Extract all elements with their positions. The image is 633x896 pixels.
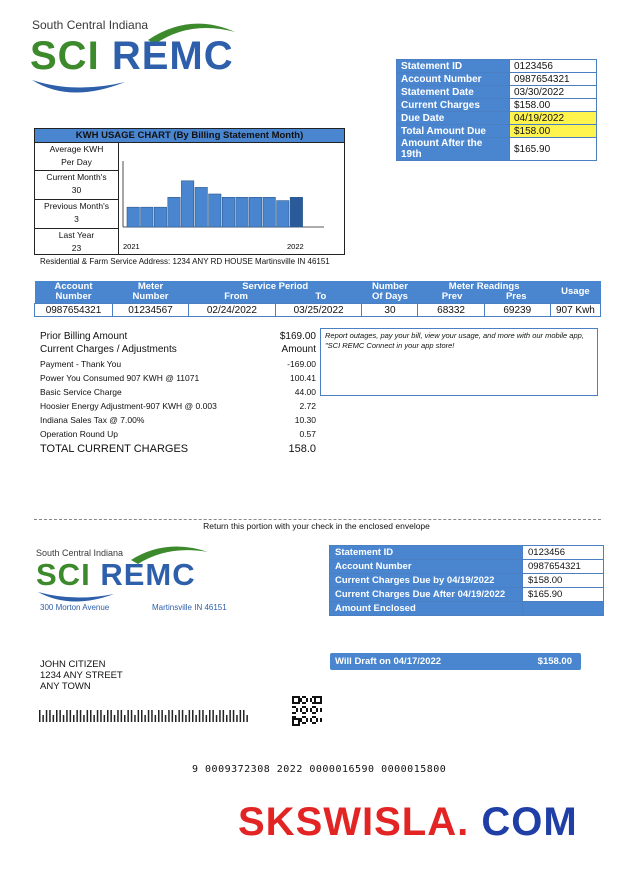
qr-code-icon [292, 696, 322, 726]
header-service-period: Service Period [242, 281, 309, 292]
customer-address [40, 659, 123, 692]
stub-account-number-label: Account Number [330, 560, 523, 574]
previous-month-label: Previous Month's [44, 201, 109, 211]
total-charges-row [40, 441, 316, 457]
tear-line [34, 519, 601, 520]
account-number-label: Account Number [397, 73, 510, 86]
header-days-1: Number [372, 281, 408, 292]
row-prev-reading: 68332 [418, 304, 484, 317]
kwh-bar [168, 197, 180, 227]
amount-enclosed-field[interactable] [523, 602, 604, 616]
header-readings: Meter Readings [448, 281, 520, 292]
per-day-label: Per Day [61, 157, 92, 167]
logo-name-remc: REMC [111, 34, 234, 78]
account-number-value: 0987654321 [510, 73, 597, 86]
stub-logo-subtitle: South Central Indiana [36, 548, 124, 558]
stub-logo-wordmark [36, 558, 196, 592]
amount-after-label: Amount After the 19th [397, 138, 510, 161]
days-header [362, 281, 418, 304]
postal-barcode-icon [39, 708, 253, 724]
kwh-bar [209, 194, 221, 227]
kwh-bar [277, 201, 289, 227]
avg-kwh-header [35, 143, 118, 171]
statement-id-label: Statement ID [397, 60, 510, 73]
draft-amount: $158.00 [537, 656, 572, 667]
statement-summary-table [396, 59, 597, 161]
account-number-header [35, 281, 113, 304]
charge-item [40, 385, 316, 399]
row-pres-reading: 69239 [484, 304, 550, 317]
charge-item [40, 427, 316, 441]
statement-id-value: 0123456 [510, 60, 597, 73]
kwh-bar [222, 197, 234, 227]
customer-town: ANY TOWN [40, 681, 91, 692]
header-to: To [315, 291, 327, 302]
header-pres: Pres [505, 291, 527, 302]
amount-label: Amount [281, 344, 316, 355]
total-charges-label: TOTAL CURRENT CHARGES [40, 443, 189, 455]
charge-item-label: Hoosier Energy Adjustment-907 KWH @ 0.003 [40, 401, 217, 411]
stub-due-by-label: Current Charges Due by 04/19/2022 [330, 574, 523, 588]
charge-item-label: Operation Round Up [40, 429, 118, 439]
current-month-label: Current Month's [46, 172, 107, 182]
charge-item-label: Indiana Sales Tax @ 7.00% [40, 415, 145, 425]
kwh-usage-chart [34, 128, 345, 255]
stub-account-number-value: 0987654321 [523, 560, 604, 574]
ocr-scanline: 9 0009372308 2022 0000016590 0000015800 [192, 764, 447, 775]
chart-year-left: 2021 [123, 242, 140, 251]
logo-name-sci: SCI [30, 34, 100, 78]
row-days: 30 [362, 304, 418, 317]
watermark [238, 800, 578, 845]
stub-statement-id-value: 0123456 [523, 546, 604, 560]
header-meter-2: Number [132, 291, 169, 302]
account-details-table [34, 281, 601, 317]
prior-billing-label: Prior Billing Amount [40, 331, 128, 342]
header-from: From [224, 291, 248, 302]
stub-statement-id-label: Statement ID [330, 546, 523, 560]
kwh-bar [127, 207, 139, 227]
kwh-bar [154, 207, 166, 227]
return-instruction: Return this portion with your check in the enclosed envelope [203, 521, 430, 531]
amount-enclosed-label: Amount Enclosed [330, 602, 523, 616]
kwh-bar [141, 207, 153, 227]
total-amount-due-label: Total Amount Due [397, 125, 510, 138]
customer-name: JOHN CITIZEN [40, 659, 106, 670]
prior-billing-value: $169.00 [279, 331, 316, 342]
current-month-cell [35, 171, 118, 200]
kwh-bar [290, 197, 302, 227]
current-month-value: 30 [71, 185, 82, 195]
prior-billing-row [40, 331, 316, 344]
service-period-header [189, 281, 362, 304]
header-account-1: Account [54, 281, 93, 292]
chart-year-right: 2022 [287, 242, 304, 251]
due-date-value: 04/19/2022 [510, 112, 597, 125]
avg-kwh-label: Average KWH [49, 144, 104, 154]
due-date-label: Due Date [397, 112, 510, 125]
charge-item [40, 399, 316, 413]
statement-date-label: Statement Date [397, 86, 510, 99]
statement-date-value: 03/30/2022 [510, 86, 597, 99]
current-charges-value: $158.00 [510, 99, 597, 112]
header-prev: Prev [441, 291, 463, 302]
current-adjustments-label: Current Charges / Adjustments [40, 344, 177, 355]
customer-street: 1234 ANY STREET [40, 670, 123, 681]
row-meter-number: 01234567 [113, 304, 189, 317]
header-days-2: Of Days [372, 291, 408, 302]
stub-city: Martinsville IN 46151 [152, 603, 227, 612]
last-year-value: 23 [71, 243, 82, 253]
stub-address: 300 Morton Avenue [40, 603, 110, 612]
watermark-text: SKSWISLA. [238, 800, 470, 844]
charge-item-value: 0.57 [299, 429, 316, 439]
usage-header: Usage [550, 281, 600, 304]
kwh-bar [181, 181, 193, 227]
charge-item [40, 371, 316, 385]
kwh-chart-title: KWH USAGE CHART (By Billing Statement Month) [35, 129, 344, 143]
stub-due-after-label: Current Charges Due After 04/19/2022 [330, 588, 523, 602]
total-charges-value: 158.0 [288, 443, 316, 455]
charge-item-value: -169.00 [287, 359, 316, 369]
stub-logo [36, 540, 216, 605]
company-logo [30, 14, 245, 94]
kwh-bar-chart [119, 143, 343, 253]
logo-subtitle: South Central Indiana [32, 18, 149, 32]
previous-month-value: 3 [74, 214, 79, 224]
stub-logo-name-sci: SCI [36, 557, 91, 592]
meter-readings-header [418, 281, 550, 304]
charge-item [40, 413, 316, 427]
charge-item-value: 100.41 [290, 373, 316, 383]
amount-after-value: $165.90 [510, 138, 597, 161]
kwh-bar [249, 197, 261, 227]
draft-date-label: Will Draft on 04/17/2022 [335, 656, 442, 667]
header-account-2: Number [55, 291, 92, 302]
kwh-bar [263, 197, 275, 227]
row-to-date: 03/25/2022 [275, 304, 362, 317]
stub-logo-name-remc: REMC [100, 557, 196, 592]
charge-item-value: 2.72 [299, 401, 316, 411]
current-charges-row [40, 344, 316, 357]
kwh-bar [236, 197, 248, 227]
charge-item-label: Payment - Thank You [40, 359, 122, 369]
kwh-side-panel [35, 143, 119, 254]
meter-number-header [113, 281, 189, 304]
notice-box: Report outages, pay your bill, view your usage, and more with our mobile app, "SCI REMC Connect in your app store! [320, 328, 598, 396]
charge-item-label: Basic Service Charge [40, 387, 122, 397]
charge-item-value: 10.30 [294, 415, 316, 425]
remittance-table [329, 545, 604, 616]
logo-wordmark [30, 34, 234, 78]
previous-month-cell [35, 200, 118, 229]
row-account-number: 0987654321 [35, 304, 113, 317]
kwh-bar [195, 187, 207, 227]
current-charges-label: Current Charges [397, 99, 510, 112]
row-from-date: 02/24/2022 [189, 304, 276, 317]
row-usage: 907 Kwh [550, 304, 600, 317]
stub-due-by-value: $158.00 [523, 574, 604, 588]
stub-due-after-value: $165.90 [523, 588, 604, 602]
charge-item-value: 44.00 [294, 387, 316, 397]
charge-item [40, 357, 316, 371]
last-year-cell [35, 229, 118, 255]
charge-item-label: Power You Consumed 907 KWH @ 11071 [40, 373, 200, 383]
last-year-label: Last Year [58, 230, 95, 240]
total-amount-due-value: $158.00 [510, 125, 597, 138]
header-meter-1: Meter [137, 281, 164, 292]
charges-section [40, 331, 316, 457]
auto-draft-banner [330, 653, 581, 670]
service-address: Residential & Farm Service Address: 1234 ANY RD HOUSE Martinsville IN 46151 [40, 257, 330, 266]
watermark-domain: COM [481, 800, 578, 844]
